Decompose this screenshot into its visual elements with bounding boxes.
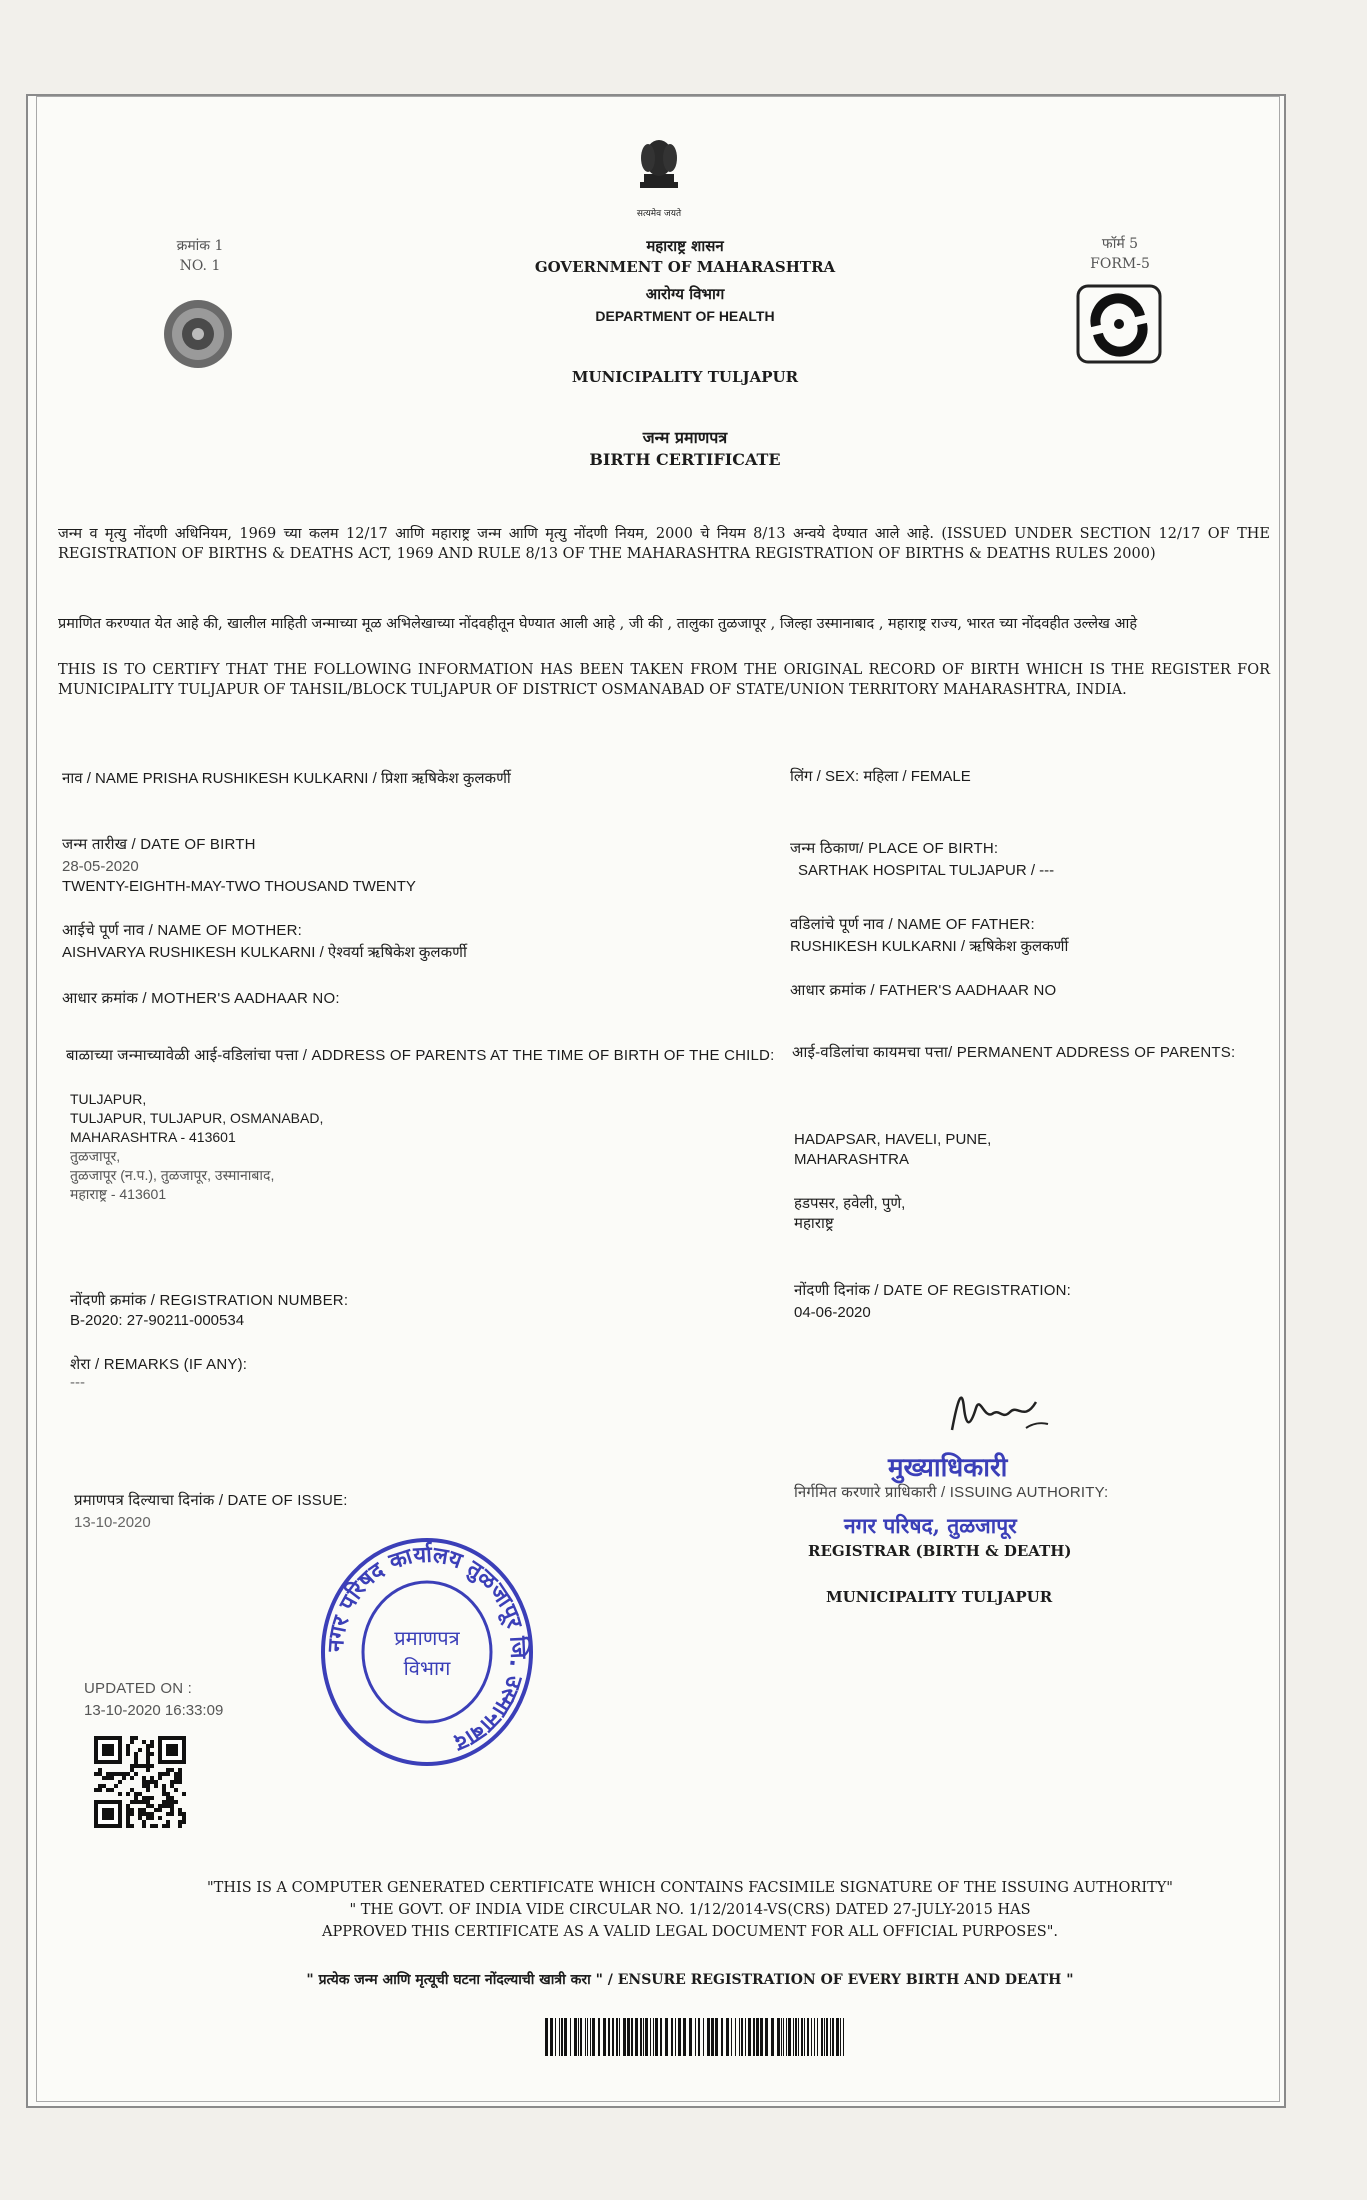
birth-address-line: तुळजापूर (न.प.), तुळजापूर, उस्मानाबाद, [70,1167,275,1183]
registration-date-label: नोंदणी दिनांक / DATE OF REGISTRATION: [794,1282,1071,1299]
department-mr: आरोग्य विभाग [645,285,725,303]
sex-value: महिला / FEMALE [863,768,971,785]
national-emblem-icon [630,134,688,206]
state-name-en: GOVERNMENT OF MAHARASHTRA [534,258,836,276]
pob-label: जन्म ठिकाण/ PLACE OF BIRTH: [790,840,999,857]
name-value: PRISHA RUSHIKESH KULKARNI / प्रिशा ऋषिकेश कुलकर्णी [142,770,511,787]
office-round-stamp [316,1533,538,1771]
pob-value: SARTHAK HOSPITAL TULJAPUR / --- [798,862,1055,879]
remarks-label: शेरा / REMARKS (IF ANY): [70,1356,248,1373]
remarks-value: --- [70,1374,85,1391]
left-number-mr: क्रमांक 1 [176,238,224,254]
birth-address-line: MAHARASHTRA - 413601 [70,1129,236,1145]
date-of-issue-value: 13-10-2020 [74,1514,151,1531]
footer-slogan: " प्रत्येक जन्म आणि मृत्यूची घटना नोंदल्याची खात्री करा " / ENSURE REGISTRATION OF EVERY BIRTH AND DEATH " [306,1972,1074,1988]
emblem-caption: सत्यमेव जयते [636,209,682,219]
birth-address-line: TULJAPUR, [70,1091,147,1107]
birth-address-line: महाराष्ट्र - 413601 [70,1186,167,1202]
qr-code [94,1736,186,1828]
footer-line-2: " THE GOVT. OF INDIA VIDE CIRCULAR NO. 1/12/2014-VS(CRS) DATED 27-JULY-2015 HAS [349,1902,1031,1918]
issued-under-paragraph: जन्म व मृत्यु नोंदणी अधिनियम, 1969 च्या कलम 12/17 आणि महाराष्ट्र जन्म आणि मृत्यु नोंदणी नियम, 2000 चे नियम 8/13 अन्वये देण्यात आले आहे. (ISSUED UNDER SECTION 12/17 OF THE REGISTRATION OF BIRTHS & DEATHS ACT, 1969 AND RULE 8/13 OF THE MAHARASHTRA REGISTRATION OF BIRTHS & DEATHS RULES 2000) [58,526,1270,562]
footer-line-3: APPROVED THIS CERTIFICATE AS A VALID LEGAL DOCUMENT FOR ALL OFFICIAL PURPOSES". [321,1924,1059,1940]
registration-seal-icon [1074,282,1164,366]
form-label-mr: फॉर्म 5 [1101,236,1139,252]
father-name-label: वडिलांचे पूर्ण नाव / NAME OF FATHER: [790,916,1035,933]
registrar-title: REGISTRAR (BIRTH & DEATH) [808,1542,1072,1560]
updated-on-label: UPDATED ON : [84,1680,192,1697]
registration-number-value: B-2020: 27-90211-000534 [70,1312,245,1329]
permanent-address-line-mr: महाराष्ट्र [794,1215,834,1232]
mother-name-label: आईचे पूर्ण नाव / NAME OF MOTHER: [62,922,303,939]
sex-label: लिंग / SEX: [790,768,860,785]
authority-stamp-subtitle: नगर परिषद, तुळजापूर [844,1513,1017,1538]
permanent-address-block [794,1130,991,1170]
permanent-address-label: आई-वडिलांचा कायमचा पत्ता/ PERMANENT ADDRESS OF PARENTS: [792,1044,1236,1061]
left-number-en: NO. 1 [179,258,221,274]
footer-line-1: "THIS IS A COMPUTER GENERATED CERTIFICATE WHICH CONTAINS FACSIMILE SIGNATURE OF THE ISSUING AUTHORITY" [207,1880,1173,1896]
municipality-title: MUNICIPALITY TULJAPUR [571,368,799,386]
round-stamp-inner-2: विभाग [403,1656,451,1680]
father-name-value: RUSHIKESH KULKARNI / ऋषिकेश कुलकर्णी [790,938,1069,955]
mother-name-value: AISHVARYA RUSHIKESH KULKARNI / ऐश्वर्या ऋषिकेश कुलकर्णी [62,944,467,961]
birth-address-block [70,1090,323,1204]
barcode [545,2018,845,2056]
certify-paragraph-mr: प्रमाणित करण्यात येत आहे की, खालील माहिती जन्माच्या मूळ अभिलेखाच्या नोंदवहीतून घेण्यात आली आहे , जी की , तालुका तुळजापूर , जिल्हा उस्मानाबाद , महाराष्ट्र राज्य, भारत च्या नोंदवहीत उल्लेख आहे [58,616,1138,632]
department-en: DEPARTMENT OF HEALTH [595,308,775,324]
permanent-address-block-mr [794,1194,905,1234]
dob-words: TWENTY-EIGHTH-MAY-TWO THOUSAND TWENTY [62,878,416,895]
birth-address-line: TULJAPUR, TULJAPUR, OSMANABAD, [70,1110,324,1126]
permanent-address-line-mr: हडपसर, हवेली, पुणे, [794,1195,906,1212]
certify-paragraph-en: THIS IS TO CERTIFY THAT THE FOLLOWING INFORMATION HAS BEEN TAKEN FROM THE ORIGINAL RECORD OF BIRTH WHICH IS THE REGISTER FOR MUNICIPALITY TULJAPUR OF TAHSIL/BLOCK TULJAPUR OF DISTRICT OSMANABAD OF STATE/UNION TERRITORY MAHARASHTRA, INDIA. [58,662,1270,698]
dob-value: 28-05-2020 [62,858,139,875]
issuing-authority-label: निर्गमित करणारे प्राधिकारी / ISSUING AUTHORITY: [794,1484,1109,1501]
round-stamp-inner-1: प्रमाणपत्र [394,1626,460,1650]
state-name-mr: महाराष्ट्र शासन [646,237,724,255]
permanent-address-line: MAHARASHTRA [794,1151,910,1168]
father-aadhaar-label: आधार क्रमांक / FATHER'S AADHAAR NO [790,982,1057,999]
registration-number-label: नोंदणी क्रमांक / REGISTRATION NUMBER: [70,1292,349,1309]
form-label-en: FORM-5 [1090,256,1150,272]
registrar-signature [940,1378,1060,1446]
registrar-municipality: MUNICIPALITY TULJAPUR [826,1588,1053,1606]
birth-address-label: बाळाच्या जन्माच्यावेळी आई-वडिलांचा पत्ता / ADDRESS OF PARENTS AT THE TIME OF BIRTH OF THE CHILD: [66,1047,775,1064]
health-dept-logo-icon [152,296,244,372]
dob-label: जन्म तारीख / DATE OF BIRTH [62,836,256,853]
authority-stamp-title: मुख्याधिकारी [888,1453,1008,1483]
mother-aadhaar-label: आधार क्रमांक / MOTHER'S AADHAAR NO: [62,990,340,1007]
name-label: नाव / NAME [62,770,139,787]
updated-on-value: 13-10-2020 16:33:09 [84,1702,224,1719]
birth-address-line: तुळजापूर, [70,1148,121,1164]
registration-date-value: 04-06-2020 [794,1304,871,1321]
date-of-issue-label: प्रमाणपत्र दिल्याचा दिनांक / DATE OF ISSUE: [74,1492,348,1509]
certificate-title-mr: जन्म प्रमाणपत्र [642,428,728,447]
permanent-address-line: HADAPSAR, HAVELI, PUNE, [794,1131,992,1148]
round-stamp-ring-text: नगर परिषद कार्यालय तुळजापूर जि. उस्मानाबाद [323,1542,531,1756]
certificate-title-en: BIRTH CERTIFICATE [589,450,781,469]
